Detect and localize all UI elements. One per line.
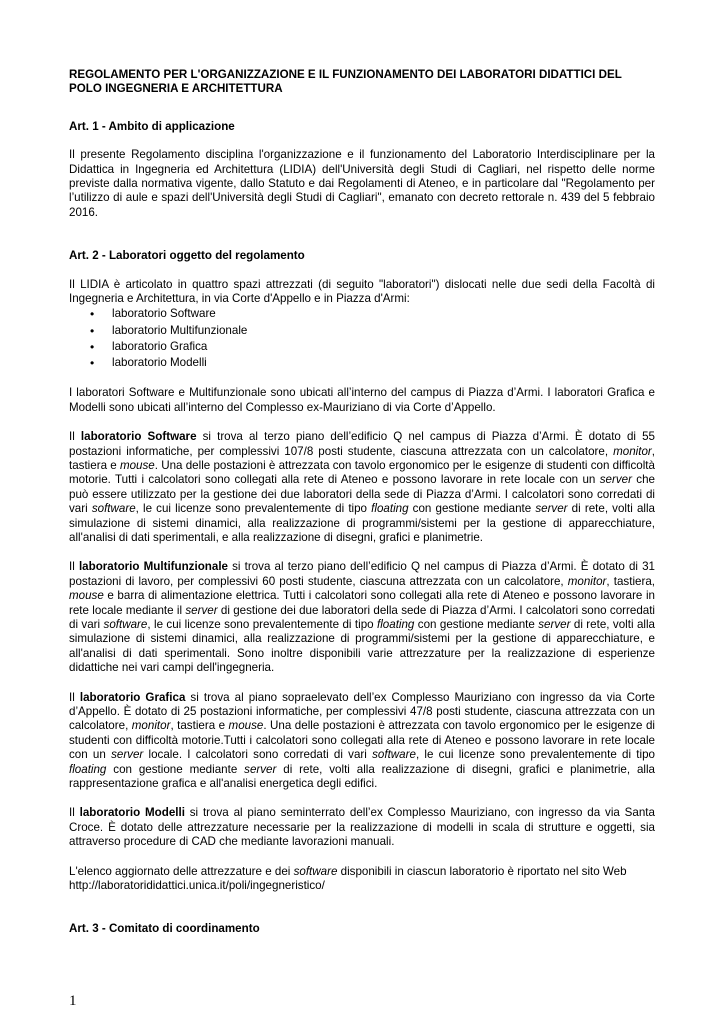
grafica-lab-name: laboratorio Grafica — [79, 690, 186, 704]
art1-paragraph: Il presente Regolamento disciplina l'organizzazione e il funzionamento del Laboratorio Interdisciplinare per la Didattica in Ingegneria ed Architettura (LIDIA) dell'Università degli Studi di Cagliari, nel rispetto delle norme previste dalla normativa vigente, dallo Statuto e dai Regolamenti di Ateneo, e in particolare dal "Regolamento per l’utilizzo di aule e spazi dell'Università degli Studi di Cagliari", emanato con decreto rettorale n. 439 del 5 febbraio 2016. — [69, 148, 655, 219]
art2-intro-paragraph: Il LIDIA è articolato in quattro spazi attrezzati (di seguito "laboratori") dislocati nelle due sedi della Facoltà di Ingegneria e Architettura, in via Corte d'Appello e in Piazza d'Armi: — [69, 277, 655, 306]
software-lab-name: laboratorio Software — [80, 430, 197, 444]
multifunzionale-lab-name: laboratorio Multifunzionale — [78, 560, 228, 574]
elenco-paragraph: L'elenco aggiornato delle attrezzature e dei software disponibili in ciascun laboratorio è riportato nel sito Web http://laboratorididattici.unica.it/poli/ingegneristico/ — [69, 864, 627, 893]
modelli-lab-paragraph: Il laboratorio Modelli si trova al piano seminterrato dell’ex Complesso Mauriziano, con ingresso da via Santa Croce. È dotato delle attrezzature necessarie per la realizzazione di modelli in scala di strutture e oggetti, sia attraverso procedure di CAD che mediante lavorazioni manuali. — [69, 806, 655, 849]
list-item: • laboratorio Software — [69, 306, 655, 322]
list-item: • laboratorio Modelli — [69, 355, 655, 371]
list-item: • laboratorio Grafica — [69, 339, 655, 355]
grafica-lab-paragraph: Il laboratorio Grafica si trova al piano sopraelevato dell’ex Complesso Mauriziano con ingresso da via Corte d’Appello. È dotato di 25 postazioni informatiche, per complessivi 47/8 posti studente, ciascuna attrezzata con un calcolatore, monitor, tastiera e mouse. Una delle postazioni è attrezzata con tavolo ergonomico per le esigenze di studenti con difficoltà motorie.Tutti i calcolatori sono collegati alla rete di Ateneo e possono lavorare in rete locale con un server locale. I calcolatori sono corredati di vari software, le cui licenze sono prevalentemente di tipo floating con gestione mediante server di rete, volti alla realizzazione di disegni, grafici e planimetrie, alla rappresentazione grafica e all'analisi energetica degli edifici. — [69, 690, 655, 791]
page-number: 1 — [69, 993, 77, 1009]
list-item: • laboratorio Multifunzionale — [69, 323, 655, 339]
software-lab-paragraph: Il laboratorio Software si trova al terzo piano dell’edificio Q nel campus di Piazza d’Armi. È dotato di 55 postazioni informatiche, per complessivi 107/8 posti studente, ciascuna attrezzata con un calcolatore, monitor, tastiera e mouse. Una delle postazioni è attrezzata con tavolo ergonomico per le esigenze di studenti con difficoltà motorie. Tutti i calcolatori sono collegati alla rete di Ateneo e possono lavorare in rete locale con un server che può essere utilizzato per la gestione dei due laboratori della sede di Piazza d’Armi. I calcolatori sono corredati di vari software, le cui licenze sono prevalentemente di tipo floating con gestione mediante server di rete, volti alla simulazione di sistemi dinamici, alla realizzazione di programmi/sistemi per la gestione di apparecchiature, all'analisi di dati sperimentali, e alla realizzazione di disegni, grafici e planimetrie. — [69, 430, 656, 544]
location-paragraph: I laboratori Software e Multifunzionale sono ubicati all’interno del campus di Piazza d’Armi. I laboratori Grafica e Modelli sono ubicati all’interno del Complesso ex-Mauriziano di via Corte d’Appello. — [69, 386, 655, 414]
modelli-lab-name: laboratorio Modelli — [79, 806, 185, 820]
laboratori-list — [69, 306, 655, 371]
art1-heading: Art. 1 - Ambito di applicazione — [69, 119, 235, 133]
art2-heading: Art. 2 - Laboratori oggetto del regolamento — [69, 249, 305, 263]
document-title: REGOLAMENTO PER L'ORGANIZZAZIONE E IL FUNZIONAMENTO DEI LABORATORI DIDATTICI DEL POLO INGEGNERIA E ARCHITETTURA — [69, 68, 622, 96]
art3-heading: Art. 3 - Comitato di coordinamento — [69, 922, 260, 936]
document-body — [69, 68, 655, 951]
multifunzionale-lab-paragraph: Il laboratorio Multifunzionale si trova al terzo piano dell’edificio Q nel campus di Piazza d’Armi. È dotato di 31 postazioni di lavoro, per complessivi 60 posti studente, ciascuna attrezzata con un calcolatore, monitor, tastiera, mouse e barra di alimentazione elettrica. Tutti i calcolatori sono collegati alla rete di Ateneo e possono lavorare in rete locale mediante il server di gestione dei due laboratori della sede di Piazza d’Armi. I calcolatori sono corredati di vari software, le cui licenze sono prevalentemente di tipo floating con gestione mediante server di rete, volti alla simulazione di sistemi dinamici, alla realizzazione di programmi/sistemi per la gestione di apparecchiature, e all'analisi di dati sperimentali. Sono inoltre disponibili varie attrezzature per la realizzazione di esperienze didattiche nei vari campi dell'ingegneria. — [69, 560, 656, 675]
